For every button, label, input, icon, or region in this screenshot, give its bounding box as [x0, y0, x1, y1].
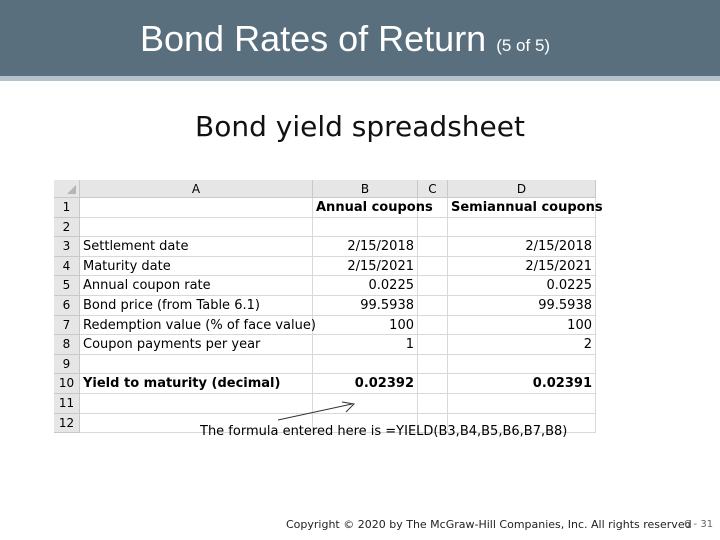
cell-d6[interactable]: 99.5938	[448, 296, 596, 316]
cell-a1[interactable]	[80, 198, 313, 218]
cell-c7[interactable]	[418, 316, 448, 336]
cell-c4[interactable]	[418, 257, 448, 277]
slide-subtitle: Bond yield spreadsheet	[195, 110, 525, 143]
cell-b8[interactable]: 1	[313, 335, 418, 355]
cell-d1[interactable]: Semiannual coupons	[448, 198, 596, 218]
row-header-11[interactable]: 11	[54, 394, 80, 414]
cell-b2[interactable]	[313, 218, 418, 238]
select-all-triangle-icon	[67, 185, 76, 194]
cell-a10[interactable]: Yield to maturity (decimal)	[80, 374, 313, 394]
cell-c3[interactable]	[418, 237, 448, 257]
cell-d9[interactable]	[448, 355, 596, 375]
cell-a4[interactable]: Maturity date	[80, 257, 313, 277]
slide-title	[140, 18, 550, 67]
cell-c6[interactable]	[418, 296, 448, 316]
cell-d11[interactable]	[448, 394, 596, 414]
cell-a8[interactable]: Coupon payments per year	[80, 335, 313, 355]
row-header-2[interactable]: 2	[54, 218, 80, 238]
row-header-12[interactable]: 12	[54, 414, 80, 434]
cell-b6[interactable]: 99.5938	[313, 296, 418, 316]
row-header-4[interactable]: 4	[54, 257, 80, 277]
cell-a6[interactable]: Bond price (from Table 6.1)	[80, 296, 313, 316]
cell-b10[interactable]: 0.02392	[313, 374, 418, 394]
cell-d7[interactable]: 100	[448, 316, 596, 336]
formula-annotation: The formula entered here is =YIELD(B3,B4,B5,B6,B7,B8)	[200, 424, 568, 439]
title-bar-rule	[0, 76, 720, 81]
cell-b7[interactable]: 100	[313, 316, 418, 336]
cell-c5[interactable]	[418, 276, 448, 296]
row-header-8[interactable]: 8	[54, 335, 80, 355]
cell-d8[interactable]: 2	[448, 335, 596, 355]
row-header-9[interactable]: 9	[54, 355, 80, 375]
row-header-7[interactable]: 7	[54, 316, 80, 336]
cell-a2[interactable]	[80, 218, 313, 238]
cell-b3[interactable]: 2/15/2018	[313, 237, 418, 257]
column-header-d[interactable]: D	[448, 180, 596, 198]
column-header-c[interactable]: C	[418, 180, 448, 198]
cell-d4[interactable]: 2/15/2021	[448, 257, 596, 277]
cell-c11[interactable]	[418, 394, 448, 414]
cell-d5[interactable]: 0.0225	[448, 276, 596, 296]
cell-a9[interactable]	[80, 355, 313, 375]
cell-c9[interactable]	[418, 355, 448, 375]
annotation-arrow-icon	[274, 398, 364, 428]
row-header-6[interactable]: 6	[54, 296, 80, 316]
slide-title-sub: (5 of 5)	[496, 36, 551, 55]
row-header-10[interactable]: 10	[54, 374, 80, 394]
cell-c10[interactable]	[418, 374, 448, 394]
cell-b5[interactable]: 0.0225	[313, 276, 418, 296]
cell-b9[interactable]	[313, 355, 418, 375]
cell-c8[interactable]	[418, 335, 448, 355]
cell-a3[interactable]: Settlement date	[80, 237, 313, 257]
spreadsheet	[54, 180, 603, 442]
column-header-b[interactable]: B	[313, 180, 418, 198]
cell-d2[interactable]	[448, 218, 596, 238]
row-header-3[interactable]: 3	[54, 237, 80, 257]
cell-d3[interactable]: 2/15/2018	[448, 237, 596, 257]
cell-c2[interactable]	[418, 218, 448, 238]
slide-title-main: Bond Rates of Return	[140, 18, 487, 59]
cell-b4[interactable]: 2/15/2021	[313, 257, 418, 277]
column-header-a[interactable]: A	[80, 180, 313, 198]
row-header-5[interactable]: 5	[54, 276, 80, 296]
row-header-1[interactable]: 1	[54, 198, 80, 218]
page-number: 6 - 31	[684, 519, 714, 530]
select-all-corner[interactable]	[54, 180, 80, 198]
cell-a5[interactable]: Annual coupon rate	[80, 276, 313, 296]
cell-b1[interactable]: Annual coupons	[313, 198, 418, 218]
cell-a7[interactable]: Redemption value (% of face value)	[80, 316, 313, 336]
copyright-notice: Copyright © 2020 by The McGraw-Hill Companies, Inc. All rights reserved	[286, 518, 692, 531]
cell-d10[interactable]: 0.02391	[448, 374, 596, 394]
